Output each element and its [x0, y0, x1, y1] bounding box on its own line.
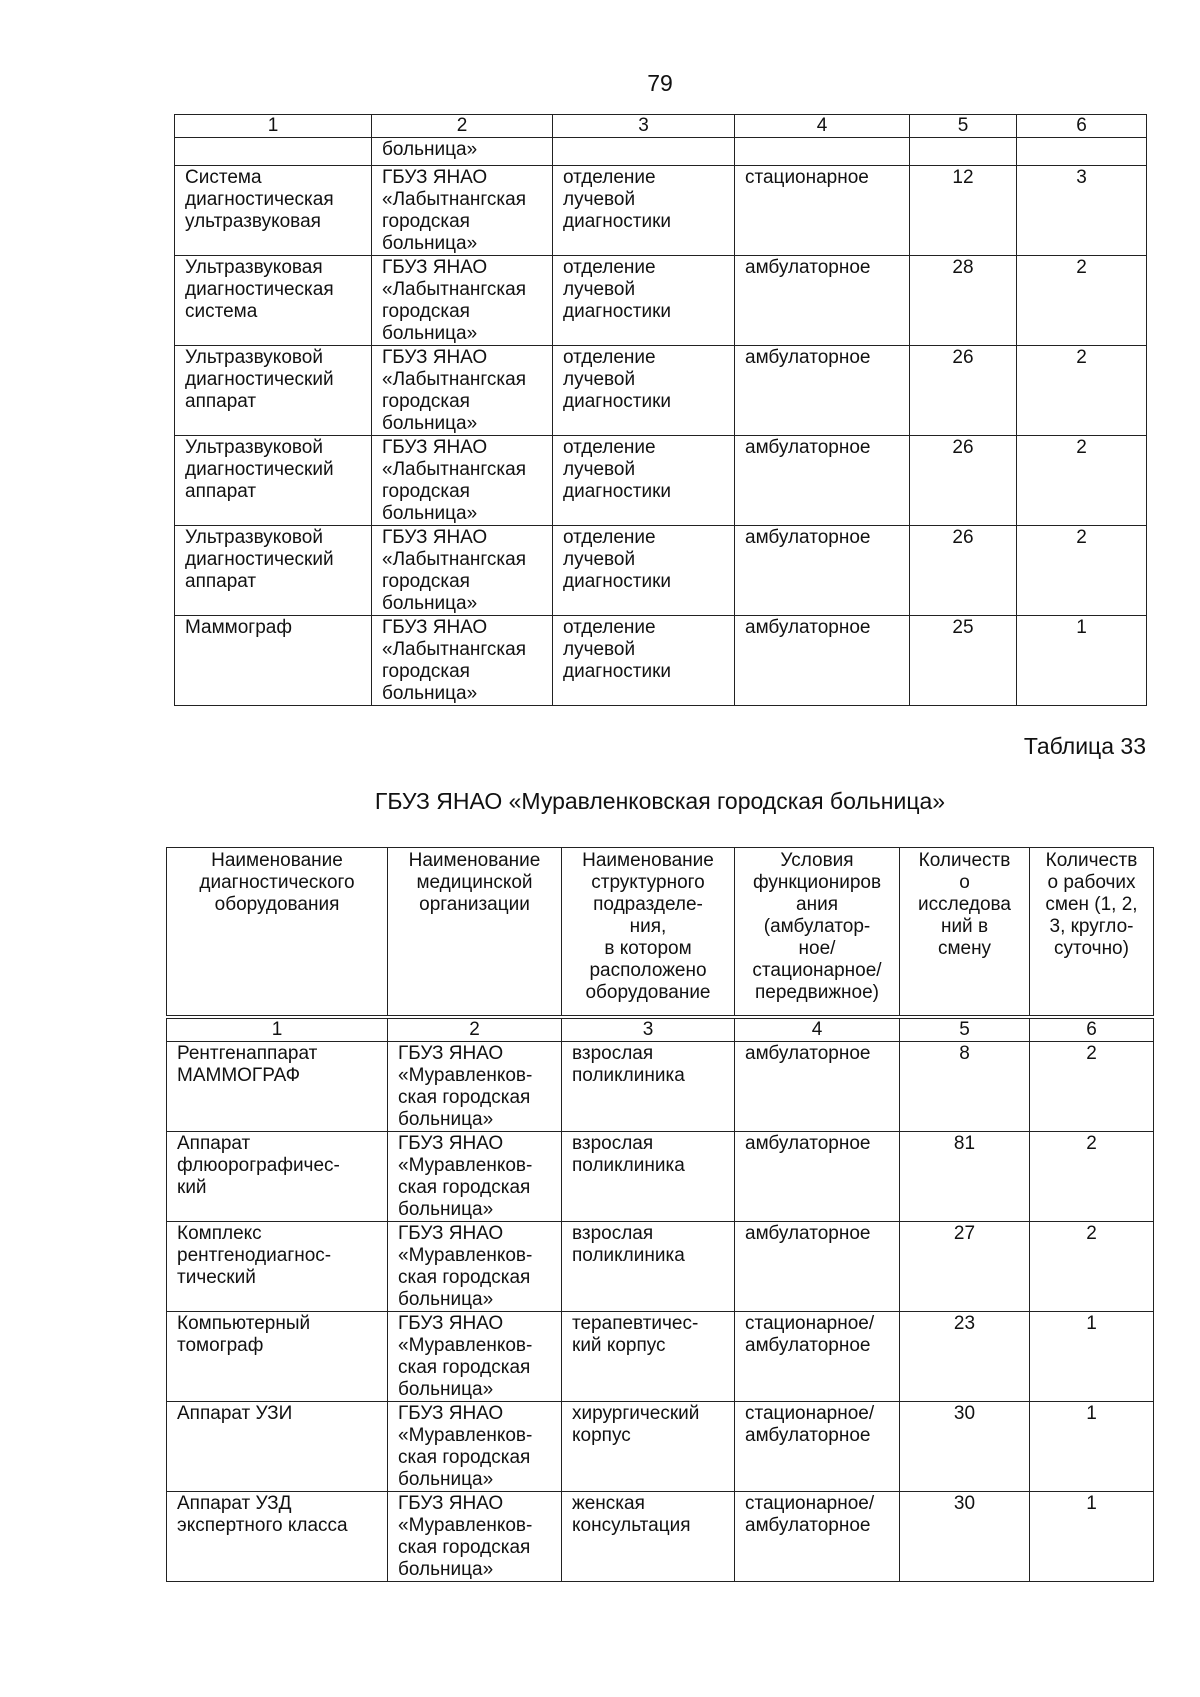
- count-cell: 26: [910, 346, 1017, 436]
- table-row: [167, 1132, 1154, 1222]
- table-row: [175, 436, 1147, 526]
- shifts-cell: 2: [1017, 436, 1147, 526]
- organization-cell: ГБУЗ ЯНАО «Лабытнангская городская больница»: [372, 166, 553, 256]
- count-cell: 23: [900, 1312, 1030, 1402]
- table-row: [167, 1402, 1154, 1492]
- col-number: 1: [175, 115, 372, 138]
- conditions-cell: амбулаторное: [735, 346, 910, 436]
- department-cell: взрослая поликлиника: [562, 1222, 735, 1312]
- count-cell: 30: [900, 1492, 1030, 1582]
- equipment-cell: Ультразвуковой диагностический аппарат: [175, 346, 372, 436]
- table-row: [167, 1492, 1154, 1582]
- column-header: Наименование структурного подразделе- ния, в котором расположено оборудование: [562, 848, 735, 1018]
- equipment-table-continued: [174, 114, 1147, 706]
- table-row: [167, 1222, 1154, 1312]
- department-cell: хирургический корпус: [562, 1402, 735, 1492]
- department-cell: отделение лучевой диагностики: [553, 436, 735, 526]
- column-header: Количеств о рабочих смен (1, 2, 3, кругло- суточно): [1030, 848, 1154, 1018]
- column-number-row: [167, 1017, 1154, 1042]
- shifts-cell: 3: [1017, 166, 1147, 256]
- department-cell: женская консультация: [562, 1492, 735, 1582]
- shifts-cell: 2: [1017, 256, 1147, 346]
- organization-cell: ГБУЗ ЯНАО «Муравленков- ская городская больница»: [388, 1042, 562, 1132]
- equipment-cell: Аппарат УЗД экспертного класса: [167, 1492, 388, 1582]
- column-header: Наименование медицинской организации: [388, 848, 562, 1018]
- conditions-cell: стационарное/ амбулаторное: [735, 1492, 900, 1582]
- conditions-cell: амбулаторное: [735, 436, 910, 526]
- conditions-cell: амбулаторное: [735, 616, 910, 706]
- conditions-cell: стационарное: [735, 166, 910, 256]
- equipment-cell: Ультразвуковая диагностическая система: [175, 256, 372, 346]
- organization-cell: ГБУЗ ЯНАО «Лабытнангская городская больница»: [372, 256, 553, 346]
- department-cell: терапевтичес- кий корпус: [562, 1312, 735, 1402]
- organization-cell: ГБУЗ ЯНАО «Лабытнангская городская больница»: [372, 436, 553, 526]
- department-cell: отделение лучевой диагностики: [553, 616, 735, 706]
- col-number: 3: [553, 115, 735, 138]
- equipment-cell: Ультразвуковой диагностический аппарат: [175, 436, 372, 526]
- column-header: Условия функциониров ания (амбулатор- ное/ стационарное/ передвижное): [735, 848, 900, 1018]
- count-cell: 27: [900, 1222, 1030, 1312]
- cell: [553, 138, 735, 166]
- cell: [910, 138, 1017, 166]
- page-number: 79: [647, 70, 673, 96]
- equipment-cell: Маммограф: [175, 616, 372, 706]
- equipment-cell: Комплекс рентгенодиагнос- тический: [167, 1222, 388, 1312]
- header-row: [167, 848, 1154, 1018]
- equipment-cell: Аппарат флюорографичес- кий: [167, 1132, 388, 1222]
- department-cell: отделение лучевой диагностики: [553, 346, 735, 436]
- count-cell: 25: [910, 616, 1017, 706]
- equipment-cell: Рентгенаппарат МАММОГРАФ: [167, 1042, 388, 1132]
- col-number: 5: [910, 115, 1017, 138]
- table-label: Таблица 33: [1023, 733, 1146, 759]
- col-number: 4: [735, 115, 910, 138]
- cell: больница»: [372, 138, 553, 166]
- equipment-cell: Компьютерный томограф: [167, 1312, 388, 1402]
- department-cell: отделение лучевой диагностики: [553, 526, 735, 616]
- table-row: [175, 526, 1147, 616]
- table-title: ГБУЗ ЯНАО «Муравленковская городская больница»: [374, 788, 946, 814]
- conditions-cell: амбулаторное: [735, 256, 910, 346]
- equipment-cell: Аппарат УЗИ: [167, 1402, 388, 1492]
- shifts-cell: 1: [1030, 1312, 1154, 1402]
- table-row: [175, 616, 1147, 706]
- shifts-cell: 1: [1017, 616, 1147, 706]
- col-number: 2: [372, 115, 553, 138]
- column-header: Наименование диагностического оборудования: [167, 848, 388, 1018]
- department-cell: отделение лучевой диагностики: [553, 166, 735, 256]
- department-cell: взрослая поликлиника: [562, 1132, 735, 1222]
- shifts-cell: 1: [1030, 1402, 1154, 1492]
- cell: [735, 138, 910, 166]
- conditions-cell: амбулаторное: [735, 526, 910, 616]
- cell: [1017, 138, 1147, 166]
- conditions-cell: стационарное/ амбулаторное: [735, 1312, 900, 1402]
- cell: [175, 138, 372, 166]
- table-row: [167, 1312, 1154, 1402]
- col-number: 5: [900, 1017, 1030, 1042]
- conditions-cell: амбулаторное: [735, 1042, 900, 1132]
- col-number: 6: [1017, 115, 1147, 138]
- col-number: 2: [388, 1017, 562, 1042]
- department-cell: отделение лучевой диагностики: [553, 256, 735, 346]
- table-row: [175, 166, 1147, 256]
- shifts-cell: 1: [1030, 1492, 1154, 1582]
- continuation-row: [175, 138, 1147, 166]
- table-row: [175, 256, 1147, 346]
- column-number-row: [175, 115, 1147, 138]
- shifts-cell: 2: [1030, 1132, 1154, 1222]
- conditions-cell: амбулаторное: [735, 1222, 900, 1312]
- shifts-cell: 2: [1030, 1222, 1154, 1312]
- shifts-cell: 2: [1030, 1042, 1154, 1132]
- count-cell: 12: [910, 166, 1017, 256]
- col-number: 1: [167, 1017, 388, 1042]
- count-cell: 26: [910, 436, 1017, 526]
- equipment-cell: Система диагностическая ультразвуковая: [175, 166, 372, 256]
- count-cell: 8: [900, 1042, 1030, 1132]
- shifts-cell: 2: [1017, 346, 1147, 436]
- table-row: [175, 346, 1147, 436]
- organization-cell: ГБУЗ ЯНАО «Муравленков- ская городская больница»: [388, 1402, 562, 1492]
- table-row: [167, 1042, 1154, 1132]
- organization-cell: ГБУЗ ЯНАО «Лабытнангская городская больница»: [372, 526, 553, 616]
- column-header: Количеств о исследова ний в смену: [900, 848, 1030, 1018]
- col-number: 6: [1030, 1017, 1154, 1042]
- organization-cell: ГБУЗ ЯНАО «Лабытнангская городская больница»: [372, 616, 553, 706]
- col-number: 4: [735, 1017, 900, 1042]
- count-cell: 26: [910, 526, 1017, 616]
- organization-cell: ГБУЗ ЯНАО «Муравленков- ская городская больница»: [388, 1132, 562, 1222]
- count-cell: 30: [900, 1402, 1030, 1492]
- equipment-cell: Ультразвуковой диагностический аппарат: [175, 526, 372, 616]
- count-cell: 81: [900, 1132, 1030, 1222]
- count-cell: 28: [910, 256, 1017, 346]
- organization-cell: ГБУЗ ЯНАО «Лабытнангская городская больница»: [372, 346, 553, 436]
- organization-cell: ГБУЗ ЯНАО «Муравленков- ская городская больница»: [388, 1222, 562, 1312]
- col-number: 3: [562, 1017, 735, 1042]
- shifts-cell: 2: [1017, 526, 1147, 616]
- conditions-cell: амбулаторное: [735, 1132, 900, 1222]
- equipment-table: [166, 847, 1154, 1582]
- conditions-cell: стационарное/ амбулаторное: [735, 1402, 900, 1492]
- organization-cell: ГБУЗ ЯНАО «Муравленков- ская городская больница»: [388, 1312, 562, 1402]
- department-cell: взрослая поликлиника: [562, 1042, 735, 1132]
- organization-cell: ГБУЗ ЯНАО «Муравленков- ская городская больница»: [388, 1492, 562, 1582]
